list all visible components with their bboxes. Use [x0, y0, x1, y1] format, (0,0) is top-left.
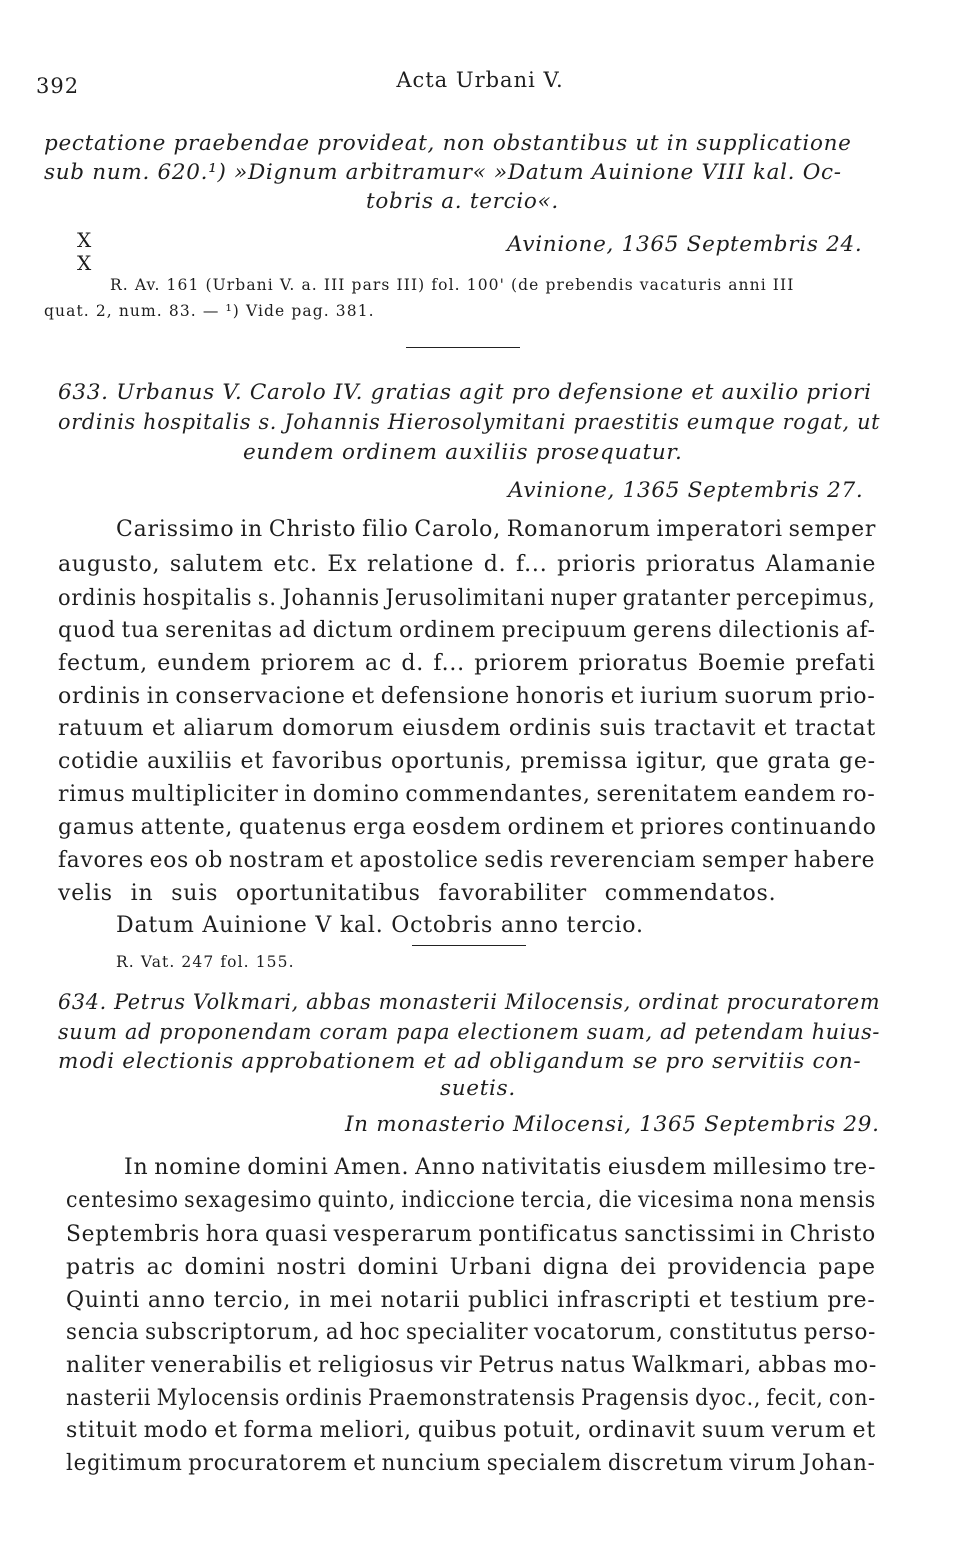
entry-633-body-line: cotidie auxiliis et favoribus oportunis, premissa igitur, que grata ge- — [58, 749, 876, 774]
entry-633-body-line: velis in suis oportunitatibus favorabiliter commendatos. — [58, 881, 777, 906]
entry-634-heading-line-4: suetis. — [440, 1076, 516, 1101]
entry-633-heading-line-3: eundem ordinem auxiliis prosequatur. — [243, 440, 683, 465]
entry-633-body-line: gamus attente, quatenus erga eosdem ordinem et priores continuando — [58, 815, 877, 840]
entry-633-body-line: Datum Auinione V kal. Octobris anno tercio. — [116, 913, 644, 938]
marginal-x-mark: X — [77, 228, 92, 252]
entry-634-body-line: centesimo sexagesimo quinto, indiccione tercia, die vicesima nona mensis — [66, 1188, 877, 1213]
entry-634-heading-line-1: 634. Petrus Volkmari, abbas monasterii Milocensis, ordinat procuratorem — [58, 990, 881, 1015]
section-divider — [406, 347, 520, 348]
entry-634-body-line: patris ac domini nostri domini Urbani digna dei providencia pape — [66, 1255, 876, 1280]
page-number: 392 — [36, 74, 80, 98]
register-note-line-1: R. Av. 161 (Urbani V. a. III pars III) fol. 100' (de prebendis vacaturis anni III — [110, 276, 795, 294]
entry-634-body-line: nasterii Mylocensis ordinis Praemonstratensis Pragensis dyoc., fecit, con- — [66, 1386, 876, 1411]
entry-634-body-line: stituit modo et forma meliori, quibus potuit, ordinavit suum verum et — [66, 1418, 876, 1443]
entry-633-heading-line-1: 633. Urbanus V. Carolo IV. gratias agit pro defensione et auxilio priori — [58, 380, 872, 405]
date-line: Avinione, 1365 Septembris 24. — [507, 232, 863, 257]
entry-634-heading-line-2: suum ad proponendam coram papa electionem suam, ad petendam huius- — [58, 1020, 881, 1045]
entry-633-date-line: Avinione, 1365 Septembris 27. — [508, 478, 864, 503]
entry-634-body-line: naliter venerabilis et religiosus vir Petrus natus Walkmari, abbas mo- — [66, 1353, 878, 1378]
entry-633-heading-line-2: ordinis hospitalis s. Johannis Hierosolymitani praestitis eumque rogat, ut — [58, 410, 881, 435]
entry-633-body-line: favores eos ob nostram et apostolice sedis reverenciam semper habere — [58, 848, 876, 873]
entry-633-body-line: Carissimo in Christo filio Carolo, Romanorum imperatori semper — [116, 517, 877, 542]
section-divider — [412, 945, 526, 946]
entry-633-body-line: quod tua serenitas ad dictum ordinem precipuum gerens dilectionis af- — [58, 618, 876, 643]
entry-634-date-line: In monasterio Milocensi, 1365 Septembris 29. — [345, 1112, 880, 1137]
carryover-line-3: tobris a. tercio«. — [366, 189, 559, 214]
entry-634-body-line: In nomine domini Amen. Anno nativitatis eiusdem millesimo tre- — [124, 1155, 877, 1180]
entry-634-body-line: sencia subscriptorum, ad hoc specialiter vocatorum, constitutus perso- — [66, 1320, 877, 1345]
entry-633-body-line: ordinis in conservacione et defensione honoris et iurium suorum prio- — [58, 684, 876, 709]
register-note-line-2: quat. 2, num. 83. — ¹) Vide pag. 381. — [44, 302, 375, 320]
entry-633-body-line: rimus multipliciter in domino commendantes, serenitatem eandem ro- — [58, 782, 876, 807]
entry-633-body-line: ordinis hospitalis s. Johannis Jerusolimitani nuper gratanter percepimus, — [58, 586, 876, 611]
carryover-line-1: pectatione praebendae provideat, non obstantibus ut in supplicatione — [44, 131, 852, 156]
entry-634-body-line: Quinti anno tercio, in mei notarii publici infrascripti et testium pre- — [66, 1288, 876, 1313]
entry-633-body-line: augusto, salutem etc. Ex relatione d. f... prioris prioratus Alamanie — [58, 552, 877, 577]
running-title: Acta Urbani V. — [396, 68, 564, 92]
entry-634-body-line: Septembris hora quasi vesperarum pontificatus sanctissimi in Christo — [66, 1222, 876, 1247]
entry-634-body-line: legitimum procuratorem et nuncium specialem discretum virum Johan- — [66, 1451, 876, 1476]
marginal-x-mark: X — [77, 251, 92, 275]
entry-633-register-note: R. Vat. 247 fol. 155. — [116, 953, 295, 971]
entry-633-body-line: ratuum et aliarum domorum eiusdem ordinis suis tractavit et tractat — [58, 716, 877, 741]
entry-633-body-line: fectum, eundem priorem ac d. f... priorem prioratus Boemie prefati — [58, 651, 876, 676]
carryover-line-2: sub num. 620.¹) »Dignum arbitramur« »Datum Auinione VIII kal. Oc- — [44, 160, 842, 185]
entry-634-heading-line-3: modi electionis approbationem et ad obligandum se pro servitiis con- — [58, 1049, 862, 1074]
